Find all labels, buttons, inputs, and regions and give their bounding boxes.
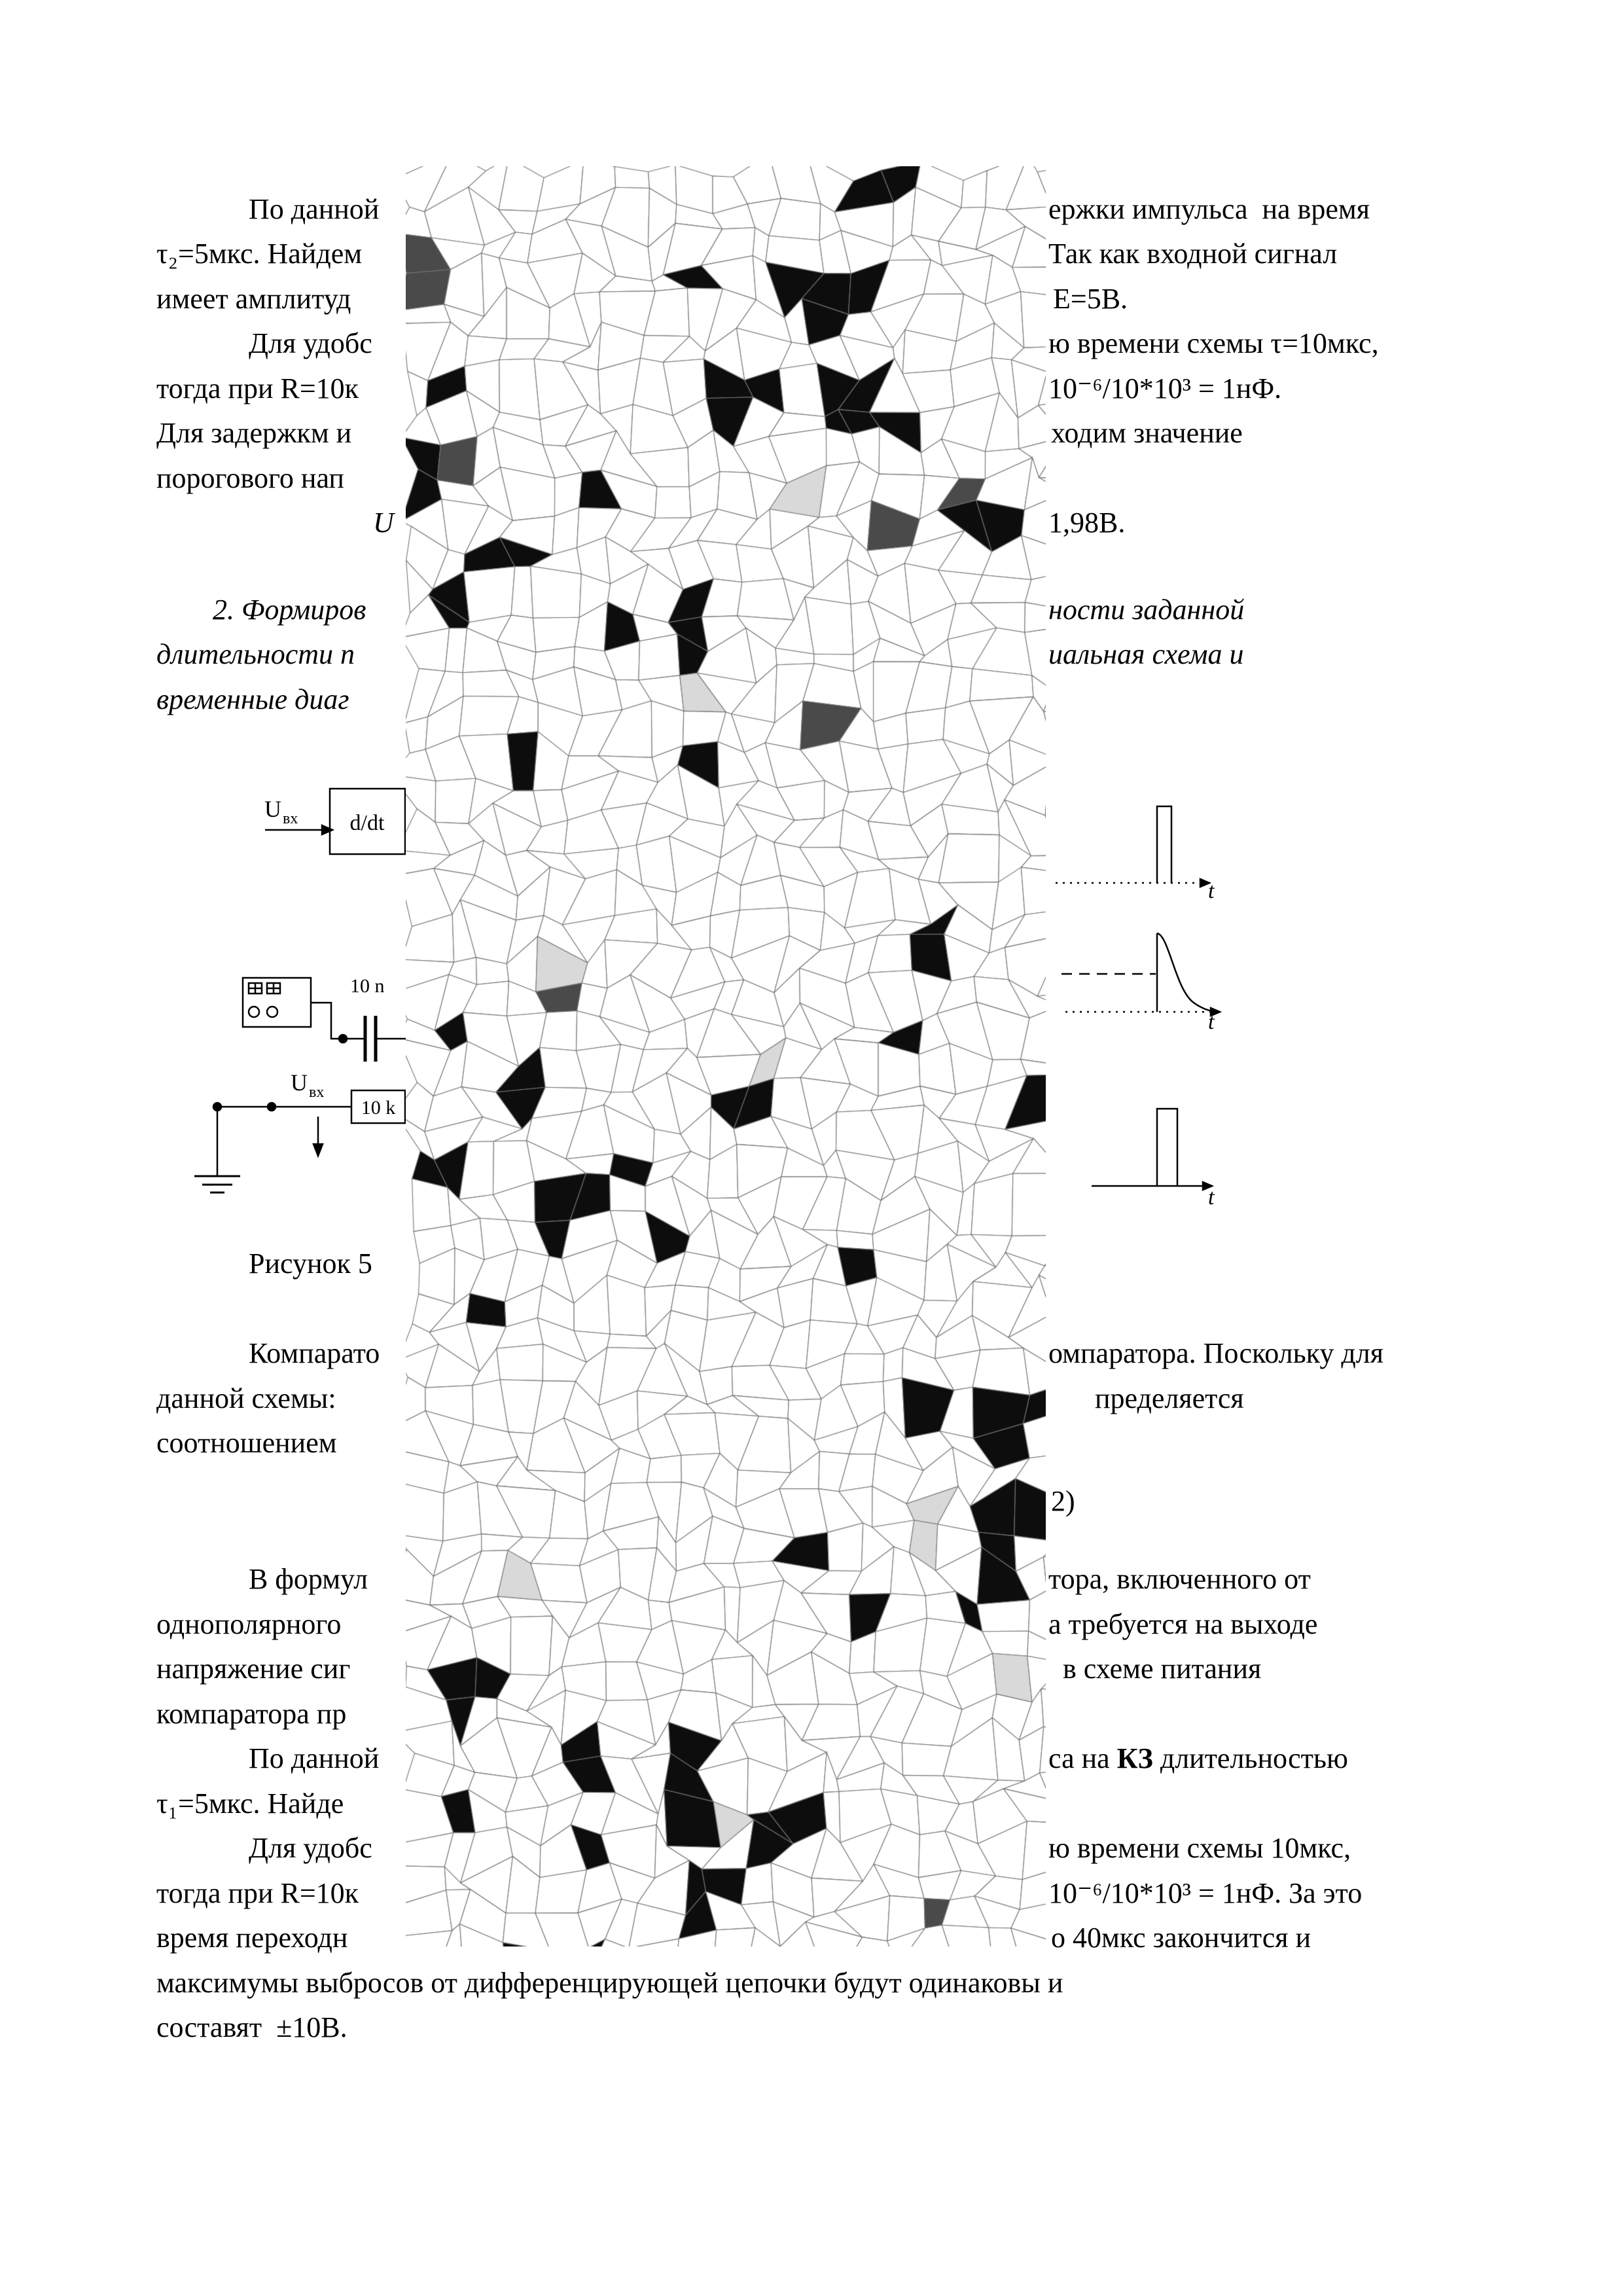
text-fragment: пределяется — [1095, 1382, 1244, 1414]
section-heading-fragment: 2. Формиров — [213, 594, 366, 626]
input-voltage-sub: вх — [309, 1084, 325, 1101]
differentiator-label: d/dt — [349, 811, 385, 835]
formula-number: 2) — [1051, 1485, 1075, 1517]
formula-symbol: U — [373, 507, 394, 539]
text-fragment: напряжение сиг — [156, 1653, 351, 1685]
text-fragment: Компарато — [249, 1337, 380, 1369]
section-heading-fragment: ности заданной — [1048, 594, 1245, 626]
text-fragment: ю времени схемы 10мкс, — [1048, 1832, 1351, 1864]
text-fragment: ю времени схемы τ=10мкс, — [1048, 327, 1379, 359]
section-heading-fragment: длительности п — [156, 638, 355, 670]
text-fragment: данной схемы: — [156, 1382, 344, 1414]
text-fragment: По данной — [249, 1742, 380, 1774]
wire — [311, 1003, 364, 1039]
text-fragment: По данной — [249, 193, 380, 225]
text-fragment: компаратора пр — [156, 1698, 347, 1730]
text-fragment: Для удобс — [249, 1832, 372, 1864]
waveform-differentiated — [1061, 933, 1220, 1016]
text-fragment: Е=5В. — [1053, 283, 1128, 315]
text-fragment: а требуется на выходе — [1048, 1608, 1318, 1640]
text-fragment: са на — [1048, 1742, 1117, 1774]
text-fragment: В формул — [249, 1563, 368, 1595]
text-fragment: однополярного — [156, 1608, 342, 1640]
text-fragment: длительностью — [1152, 1742, 1348, 1774]
time-axis-label: t — [1208, 1010, 1215, 1034]
formula-result: 1,98В. — [1048, 507, 1126, 539]
text-fragment: составят ±10В. — [156, 2011, 348, 2043]
arrow-down-icon — [313, 1144, 323, 1156]
capacitor-symbol — [365, 1016, 376, 1062]
text-fragment: в схеме питания — [1063, 1653, 1262, 1685]
text-fragment: тогда при R=10к — [156, 1877, 359, 1909]
resistor-value-label: 10 k — [361, 1097, 396, 1119]
text-fragment: τ₂=5мкс. Найдем — [156, 238, 363, 270]
input-voltage-sub: вх — [283, 810, 298, 827]
censored-mosaic-overlay — [406, 166, 1046, 1946]
waveform-input-pulse — [1056, 806, 1209, 887]
arrow-right-icon — [322, 825, 332, 834]
oscilloscope-icon — [243, 978, 311, 1027]
section-heading-fragment: иальная схема и — [1048, 638, 1244, 670]
ground-symbol — [194, 1176, 240, 1193]
text-fragment: Для удобс — [249, 327, 372, 359]
text-fragment: соотношением — [156, 1427, 337, 1459]
text-fragment: время переходн — [156, 1922, 348, 1954]
text-fragment: ержки импульса на время — [1048, 193, 1370, 225]
text-fragment: τ₁=5мкс. Найде — [156, 1787, 344, 1820]
waveform-output-pulse — [1092, 1109, 1212, 1190]
text-fragment: 10⁻⁶/10*10³ = 1нФ. — [1048, 372, 1282, 404]
text-fragment: омпаратора. Поскольку для — [1048, 1337, 1383, 1369]
junction-dot — [339, 1035, 347, 1043]
text-fragment: тора, включенного от — [1048, 1563, 1311, 1595]
capacitor-value-label: 10 n — [350, 975, 385, 997]
text-fragment-bold: КЗ — [1116, 1742, 1153, 1774]
text-fragment: имеет амплитуд — [156, 283, 351, 315]
input-voltage-label: U — [264, 796, 281, 822]
section-heading-fragment: временные диаг — [156, 683, 349, 715]
time-axis-label: t — [1208, 1185, 1215, 1210]
text-fragment: 10⁻⁶/10*10³ = 1нФ. За это — [1048, 1877, 1363, 1909]
text-fragment: о 40мкс закончится и — [1051, 1922, 1311, 1954]
text-fragment: Так как входной сигнал — [1048, 238, 1338, 270]
text-fragment: Для задержкм и — [156, 417, 352, 449]
text-fragment: порогового нап — [156, 462, 344, 494]
junction-dot — [268, 1103, 276, 1111]
time-axis-label: t — [1208, 879, 1215, 903]
figure-caption: Рисунок 5 — [249, 1247, 372, 1280]
text-fragment: максимумы выбросов от дифференцирующей цепочки будут одинаковы и — [156, 1967, 1063, 1999]
input-voltage-label: U — [291, 1069, 308, 1096]
text-fragment: тогда при R=10к — [156, 372, 359, 404]
text-fragment: ходим значение — [1051, 417, 1243, 449]
